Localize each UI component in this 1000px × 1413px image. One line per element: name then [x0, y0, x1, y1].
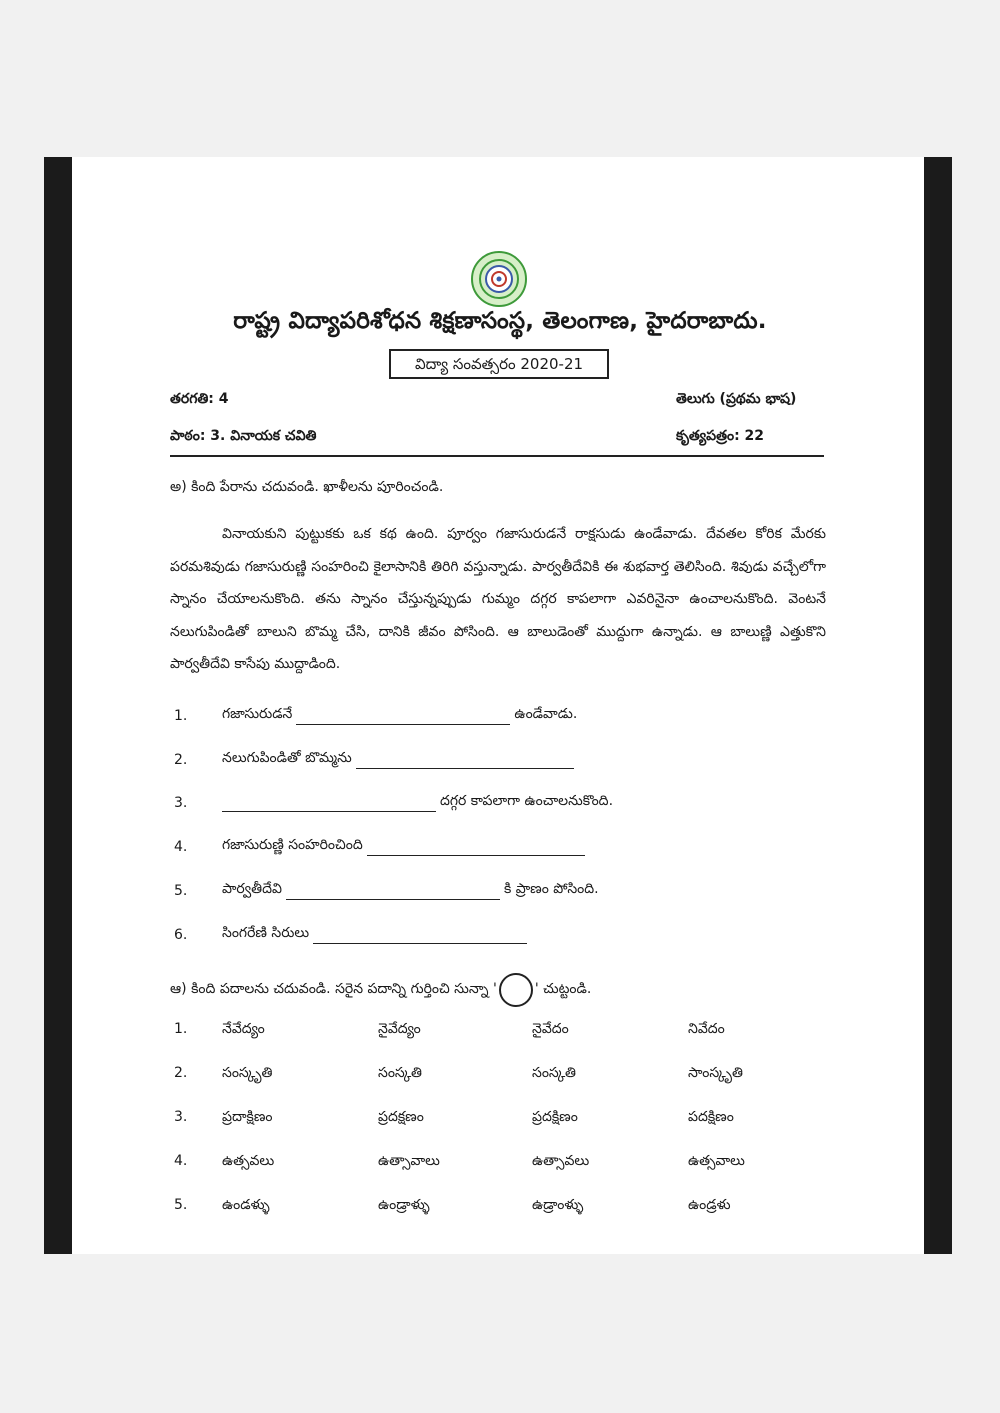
question-number: 1. — [174, 1021, 188, 1037]
question-number: 4. — [174, 839, 188, 855]
answer-blank[interactable] — [286, 885, 500, 900]
word-option[interactable]: ప్రదక్షణం — [378, 1109, 424, 1125]
word-option[interactable]: సంస్కృతి — [222, 1065, 273, 1081]
word-option[interactable]: సాంస్కృతి — [688, 1065, 743, 1081]
answer-blank[interactable] — [222, 797, 436, 812]
section-a-heading: అ) కింది పేరాను చదువండి. ఖాళీలను పూరించండి. — [170, 479, 444, 495]
worksheet-number: కృత్యపత్రం: 22 — [676, 428, 765, 444]
question-text: గజాసురుణ్ణి సంహరించింది — [222, 837, 363, 853]
question-text: ఉండేవాడు. — [514, 706, 578, 722]
institution-title: రాష్ట్ర విద్యాపరిశోధన శిక్షణాసంస్థ, తెలంగాణ, హైదరాబాదు. — [233, 308, 767, 334]
word-option[interactable]: ఉత్సవలు — [222, 1153, 275, 1169]
word-option[interactable]: నైవేదం — [532, 1021, 569, 1037]
word-option[interactable]: ఉత్సవాలు — [688, 1153, 745, 1169]
word-option[interactable]: ఉడ్రాంళ్ళు — [532, 1197, 584, 1213]
question-number: 3. — [174, 795, 188, 811]
word-option[interactable]: నివేదం — [688, 1021, 725, 1037]
word-option[interactable]: ఉండ్రళు — [688, 1197, 731, 1213]
word-option[interactable]: ఉండ్రాళ్ళు — [378, 1197, 430, 1213]
question-number: 5. — [174, 883, 188, 899]
section-b-heading — [170, 973, 591, 1007]
section-b-heading-text: ' చుట్టండి. — [534, 980, 592, 997]
question-text: దగ్గర కాపలాగా ఉంచాలనుకొంది. — [440, 793, 614, 809]
lesson-label: పాఠం: 3. వినాయక చవితి — [170, 428, 317, 444]
class-label: తరగతి: 4 — [170, 391, 229, 407]
question-text: గజాసురుడనే — [222, 706, 293, 722]
word-option[interactable]: నేవేద్యం — [222, 1021, 265, 1037]
word-option[interactable]: పదక్షిణం — [688, 1109, 734, 1125]
question-number: 1. — [174, 708, 188, 724]
word-option[interactable]: ఉండళ్ళు — [222, 1197, 270, 1213]
word-option[interactable]: ఉత్సావాలు — [378, 1153, 440, 1169]
question-number: 2. — [174, 752, 188, 768]
word-option[interactable]: సంస్కతి — [532, 1065, 576, 1081]
question-number: 2. — [174, 1065, 188, 1081]
word-option[interactable]: నైవేద్యం — [378, 1021, 421, 1037]
answer-blank[interactable] — [367, 841, 585, 856]
question-number: 6. — [174, 927, 188, 943]
academic-year-box: విద్యా సంవత్సరం 2020-21 — [389, 349, 609, 379]
reading-paragraph: వినాయకుని పుట్టుకకు ఒక కథ ఉంది. పూర్వం గజాసురుడనే రాక్షసుడు ఉండేవాడు. దేవతల కోరిక మేరకు పరమశివుడు గజాసురుణ్ణి సంహరించి కైలాసానికి తిరిగి వస్తున్నాడు. పార్వతీదేవికి ఈ శుభవార్త తెలిసింది. శివుడు వచ్చేలోగా స్నానం చేయాలనుకొంది. తను స్నానం చేస్తున్నప్పుడు గుమ్మం దగ్గర కాపలాగా ఎవరినైనా ఉంచాలనుకొంది. వెంటనే నలుగుపిండితో బాలుని బొమ్మ చేసి, దానికి జీవం పోసింది. ఆ బాలుడెంతో ముద్దుగా ఉన్నాడు. ఆ బాలుణ్ణి ఎత్తుకొని పార్వతీదేవి కాసేపు ముద్దాడింది. — [170, 526, 826, 672]
question-text: నలుగుపిండితో బొమ్మను — [222, 750, 352, 766]
word-option[interactable]: సంస్కతి — [378, 1065, 422, 1081]
question-text: కి ప్రాణం పోసింది. — [503, 881, 599, 897]
word-option[interactable]: ప్రదక్షిణం — [532, 1109, 578, 1125]
institution-logo — [470, 250, 528, 308]
question-number: 5. — [174, 1197, 188, 1213]
section-b-heading-text: ఆ) కింది పదాలను చదువండి. సరైన పదాన్ని గుర్తించి సున్నా ' — [170, 980, 497, 997]
word-option[interactable]: ప్రదాక్షిణం — [222, 1109, 273, 1125]
answer-blank[interactable] — [356, 754, 574, 769]
question-number: 4. — [174, 1153, 188, 1169]
word-option[interactable]: ఉత్సావలు — [532, 1153, 590, 1169]
answer-blank[interactable] — [313, 929, 527, 944]
question-text: పార్వతీదేవి — [222, 881, 282, 897]
header-divider — [170, 455, 824, 457]
question-number: 3. — [174, 1109, 188, 1125]
circle-icon — [499, 973, 533, 1007]
answer-blank[interactable] — [296, 710, 510, 725]
subject-label: తెలుగు (ప్రథమ భాష) — [676, 391, 797, 407]
question-text: సింగరేణి సిరులు — [222, 925, 310, 941]
